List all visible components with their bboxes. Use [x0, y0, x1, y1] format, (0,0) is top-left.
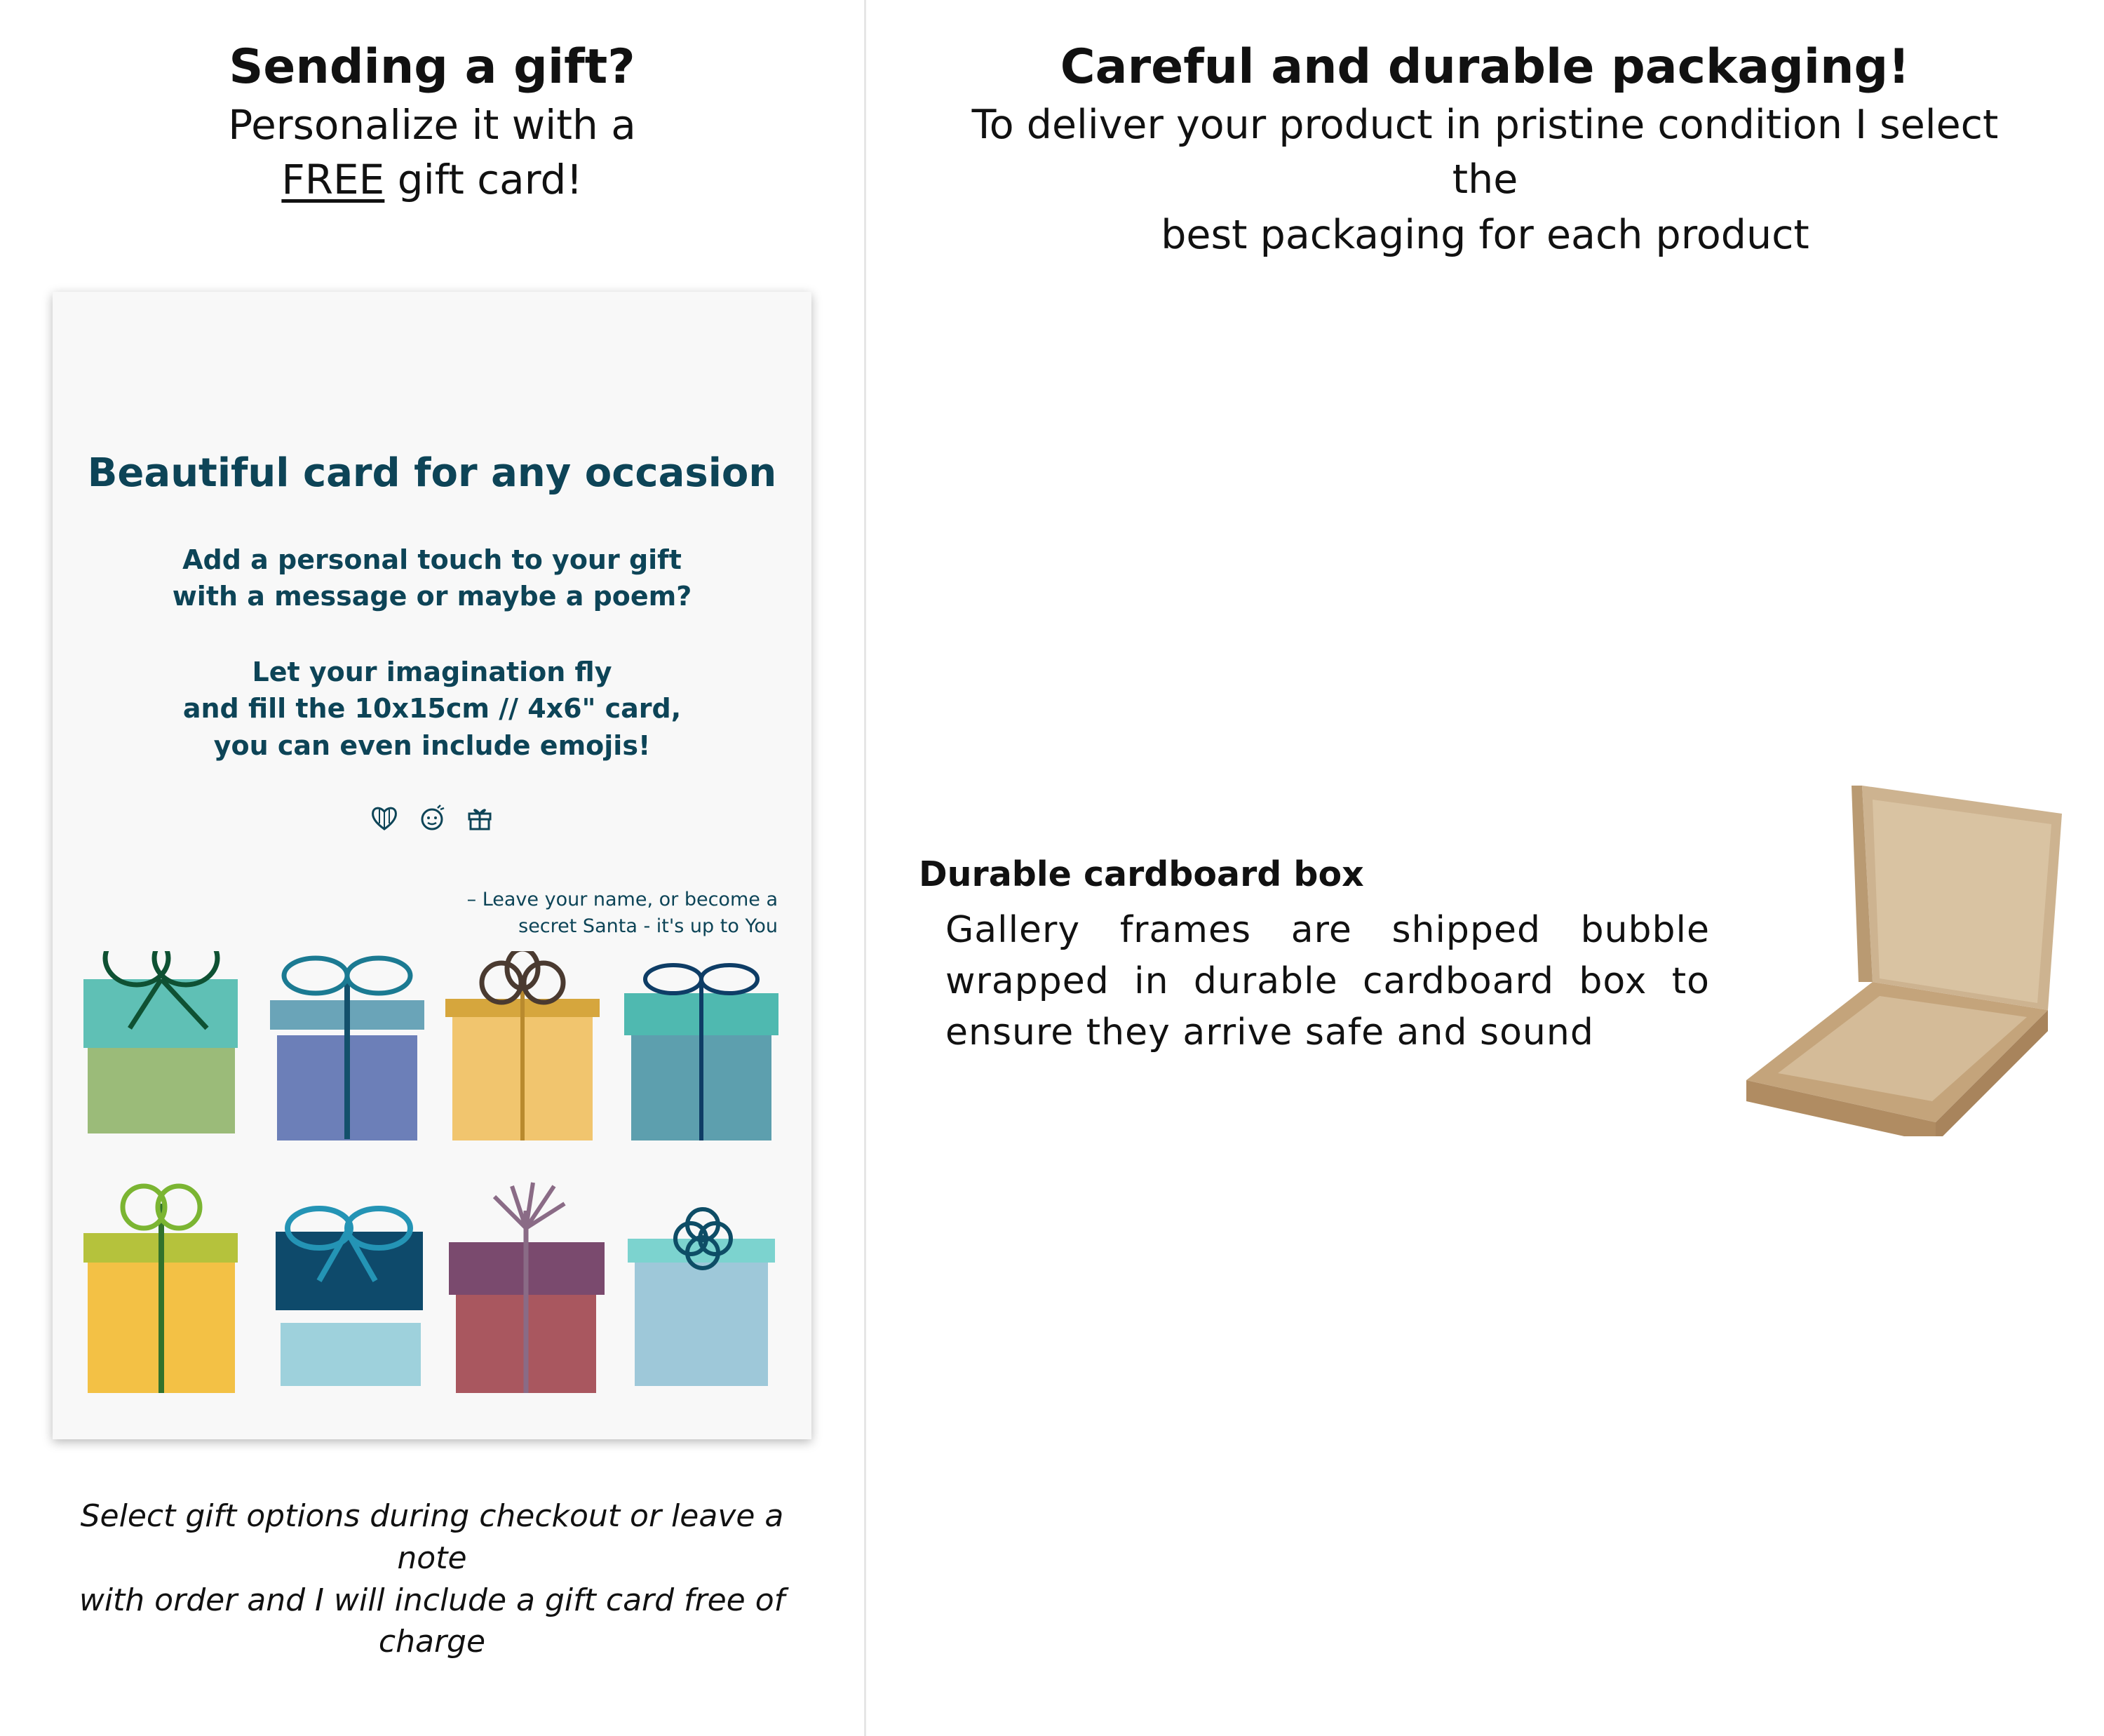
gift-card-caption-line1: Select gift options during checkout or leave a note [80, 1498, 784, 1576]
card-message-2-line1: Let your imagination fly [252, 657, 612, 687]
gift-card-subtitle-line1: Personalize it with a [228, 100, 636, 149]
gift-card-caption [42, 1495, 822, 1663]
gift-card-caption-line3: charge [378, 1624, 486, 1660]
card-message-1 [53, 541, 811, 615]
gift-7 [449, 1183, 605, 1393]
gift-6 [276, 1209, 423, 1386]
gift-1 [83, 951, 238, 1133]
gift-illustrations [81, 951, 789, 1400]
gift-icon [464, 802, 495, 833]
gift-card-subtitle [0, 97, 864, 208]
card-message-1-line1: Add a personal touch to your gift [182, 544, 682, 575]
card-title: Beautiful card for any occasion [87, 450, 777, 496]
face-icon [417, 802, 447, 833]
gift-card-header [0, 39, 864, 208]
heart-icon [369, 802, 400, 833]
packaging-subtitle [938, 97, 2032, 263]
gift-card-caption-line2: with order and I will include a gift card free of [79, 1582, 785, 1618]
gift-3 [445, 951, 600, 1140]
free-word: FREE [281, 156, 385, 204]
cardboard-box-image [1739, 772, 2062, 1136]
gift-card-subtitle-rest: gift card! [384, 156, 583, 204]
gift-card-image [53, 292, 811, 1439]
gift-5 [83, 1186, 238, 1393]
card-signature-line1: – Leave your name, or become a [466, 889, 778, 910]
card-icons [53, 802, 811, 833]
box-description: Gallery frames are shipped bubble wrapped in durable cardboard box to ensure they arrive safe and sound [945, 909, 1710, 1054]
card-message-2 [53, 654, 811, 764]
card-message-1-line2: with a message or maybe a poem? [172, 581, 692, 612]
packaging-subtitle-line1: To deliver your product in pristine condition I select the [971, 101, 1999, 203]
gift-card-subtitle-line2 [0, 152, 864, 208]
gift-2 [270, 958, 424, 1140]
card-message-2-line2: and fill the 10x15cm // 4x6" card, [182, 693, 682, 725]
card-message-2-line3: you can even include emojis! [213, 729, 651, 761]
packaging-subtitle-line2: best packaging for each product [1161, 211, 1809, 258]
card-signature-line2: secret Santa - it's up to You [518, 915, 778, 938]
gift-4 [624, 965, 778, 1140]
gift-card-title: Sending a gift? [229, 39, 635, 95]
packaging-header [866, 39, 2104, 263]
box-title: Durable cardboard box [919, 854, 1364, 894]
packaging-title: Careful and durable packaging! [1060, 39, 1910, 95]
gift-8 [628, 1209, 775, 1386]
card-signature [467, 887, 778, 941]
